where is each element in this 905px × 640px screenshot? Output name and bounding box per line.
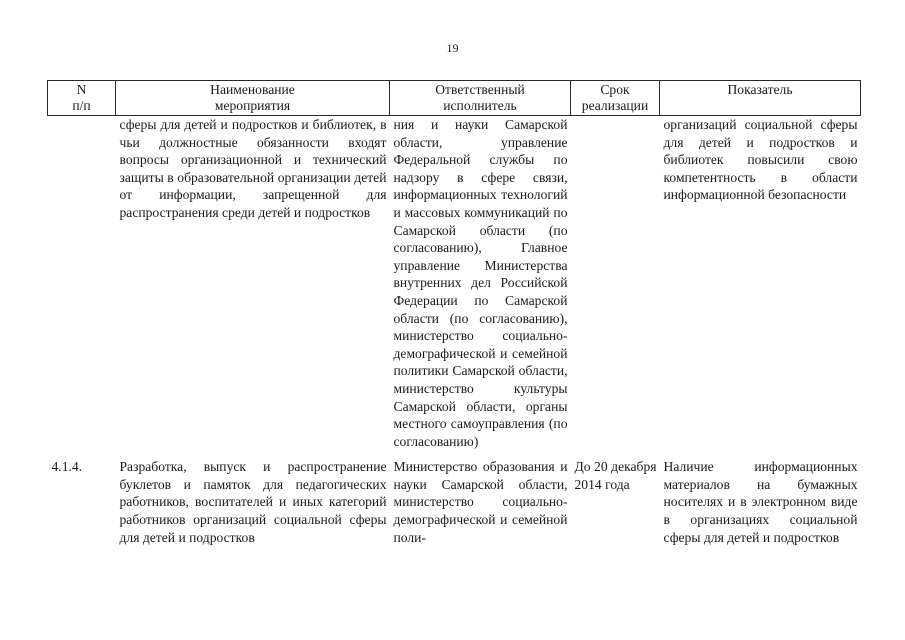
page-number: 19 [446, 41, 459, 55]
header-num: N п/п [48, 81, 116, 116]
row-num [48, 116, 116, 451]
row-name: сферы для детей и подростков и библиотек, в чьи должностные обязанности входят вопросы организационной и технический защиты в образовательной организации детей от информации, запрещенной для распространения среди детей и подростков [119, 117, 387, 220]
header-term: Срок реализации [571, 81, 660, 116]
row-executor: Министерство образования и науки Самарской области, министерство социально-демографической и семейной поли- [393, 459, 568, 545]
row-num: 4.1.4. [51, 459, 83, 475]
header-indicator: Показатель [660, 81, 861, 116]
row-executor: ния и науки Самарской области, управление Федеральной службы по надзору в сфере связи, информационных технологий и массовых коммуникаций по Самарской области (по согласованию), Главное управление Министерства внутренних дел Российской Федерации по Самарской области (по согласованию), министерство социально-демографической и семейной политики Самарской области, министерство культуры Самарской области, органы местного самоуправления (по согласованию) [393, 117, 568, 449]
row-indicator: Наличие информационных материалов на бумажных носителях и в электронном виде в организациях социальной сферы для детей и подростков [663, 459, 858, 545]
table-row [48, 458, 861, 546]
row-indicator: организаций социальной сферы для детей и подростков и библиотек повысили свою компетентность в области информационной безопасности [663, 117, 858, 203]
table-header-row [48, 81, 861, 116]
activities-table [47, 80, 861, 546]
table-row [48, 116, 861, 451]
row-name: Разработка, выпуск и распространение буклетов и памяток для педагогических работников, воспитателей и иных категорий работников организаций социальной сферы для детей и подростков [119, 459, 387, 545]
header-name: Наименование мероприятия [116, 81, 390, 116]
row-term: До 20 декабря 2014 года [574, 459, 657, 492]
header-executor: Ответственный исполнитель [390, 81, 571, 116]
row-term [571, 116, 660, 451]
